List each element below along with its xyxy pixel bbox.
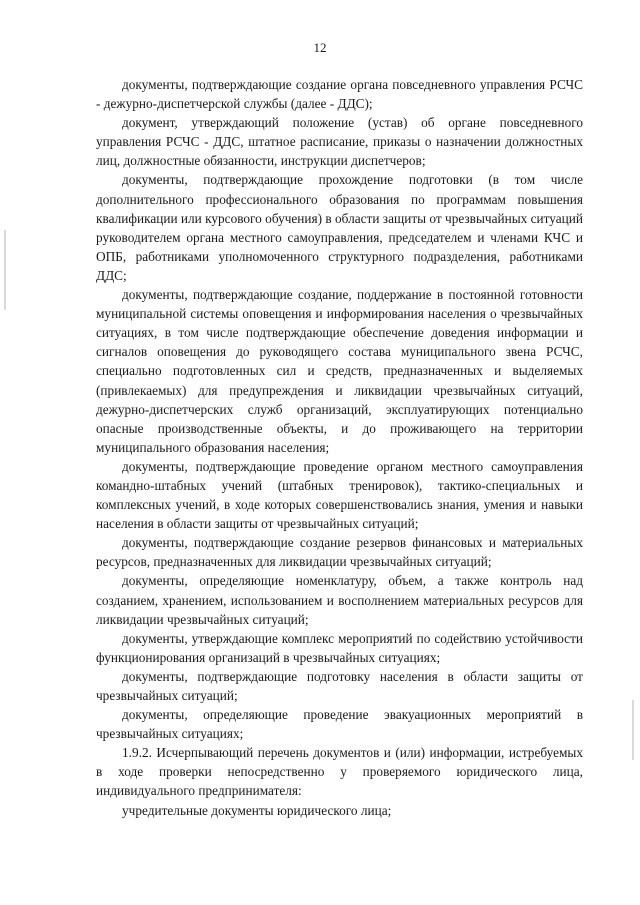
paragraph: 1.9.2. Исчерпывающий перечень документов и (или) информации, истребуемых в ходе проверки непосредственно у проверяемого юридического лица, индивидуального предпринимателя: [96, 745, 583, 799]
scan-edge-mark-left [4, 230, 6, 310]
paragraph: документы, подтверждающие подготовку населения в области защиты от чрезвычайных ситуаций; [96, 668, 583, 703]
document-body [96, 75, 583, 820]
paragraph: документ, утверждающий положение (устав) об органе повседневного управления РСЧС - ДДС, штатное расписание, приказы о назначении должностных лиц, должностные обязанности, инструкции диспетчеров; [96, 115, 583, 169]
paragraph: документы, определяющие проведение эвакуационных мероприятий в чрезвычайных ситуациях; [96, 707, 583, 742]
paragraph: документы, утверждающие комплекс мероприятий по содействию устойчивости функционирования организаций в чрезвычайных ситуациях; [96, 630, 583, 665]
page-number: 12 [313, 40, 327, 55]
paragraph: документы, подтверждающие прохождение подготовки (в том числе дополнительного профессионального образования по программам повышения квалификации или курсового обучения) в области защиты от чрезвычайных ситуаций руководителем органа местного самоуправления, председателем и членами КЧС и ОПБ, работниками уполномоченного структурного подразделения, работниками ДДС; [96, 172, 583, 283]
scan-edge-mark-right [632, 700, 634, 760]
paragraph: документы, подтверждающие создание, поддержание в постоянной готовности муниципальной системы оповещения и информирования населения о чрезвычайных ситуациях, в том числе подтверждающие обеспечение доведения информации и сигналов оповещения до руководящего состава муниципального звена РСЧС, специально подготовленных сил и средств, предназначенных и выделяемых (привлекаемых) для предупреждения и ликвидации чрезвычайных ситуаций, дежурно-диспетчерских служб организаций, эксплуатирующих потенциально опасные производственные объекты, и до проживающего на территории муниципального образования населения; [96, 287, 583, 455]
paragraph: документы, подтверждающие создание резервов финансовых и материальных ресурсов, предназначенных для ликвидации чрезвычайных ситуаций; [96, 535, 583, 570]
paragraph: документы, подтверждающие проведение органом местного самоуправления командно-штабных учений (штабных тренировок), тактико-специальных и комплексных учений, в ходе которых совершенствовались знания, умения и навыки населения в области защиты от чрезвычайных ситуаций; [96, 458, 583, 532]
paragraph: учредительные документы юридического лица; [122, 802, 392, 818]
paragraph: документы, определяющие номенклатуру, объем, а также контроль над созданием, хранением, использованием и восполнением материальных ресурсов для ликвидации чрезвычайных ситуаций; [96, 573, 583, 627]
paragraph: документы, подтверждающие создание органа повседневного управления РСЧС - дежурно-диспетчерской службы (далее - ДДС); [96, 77, 583, 112]
